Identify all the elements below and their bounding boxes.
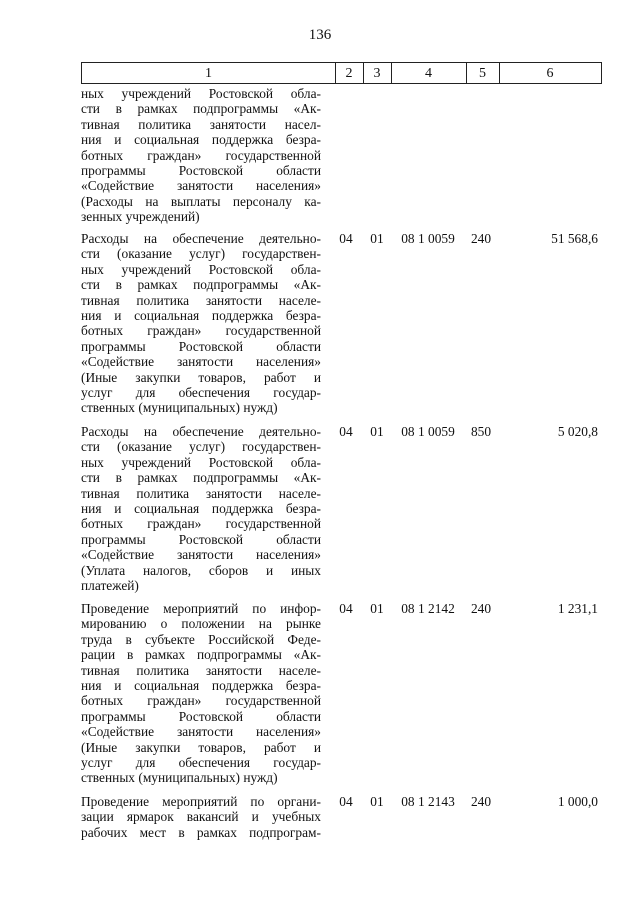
- description-line: «Содействие занятости населения»: [81, 547, 321, 563]
- cell-sum: 5 020,8: [557, 424, 598, 439]
- description-line: ния и социальная поддержка безра-: [81, 501, 321, 517]
- row-description: [81, 424, 321, 593]
- cell-pr: 01: [370, 424, 384, 439]
- description-line: услуг для обеспечения государ-: [81, 385, 321, 401]
- header-col-4: 4: [425, 66, 432, 81]
- description-line: сти в рамках подпрограммы «Ак-: [81, 101, 321, 117]
- cell-sum: 1 000,0: [557, 794, 598, 809]
- description-line: ственных (муниципальных) нужд): [81, 400, 278, 416]
- description-line: ботных граждан» государственной: [81, 516, 321, 532]
- cell-rz: 04: [339, 601, 353, 616]
- description-line: «Содействие занятости населения»: [81, 724, 321, 740]
- description-line: услуг для обеспечения государ-: [81, 755, 321, 771]
- header-col-6: 6: [546, 66, 554, 81]
- description-line: «Содействие занятости населения»: [81, 178, 321, 194]
- description-line: Проведение мероприятий по органи-: [81, 794, 321, 809]
- description-line: «Содействие занятости населения»: [81, 354, 321, 370]
- description-line: ния и социальная поддержка безра-: [81, 678, 321, 694]
- cell-pr: 01: [370, 231, 384, 246]
- cell-vr: 240: [470, 601, 492, 616]
- description-line: труда в субъекте Российской Феде-: [81, 631, 321, 647]
- cell-vr: 850: [470, 424, 492, 439]
- page-number: 136: [308, 27, 332, 43]
- header-col-1: 1: [205, 66, 212, 81]
- description-line: (Иные закупки товаров, работ и: [81, 369, 321, 385]
- row-description: [81, 601, 321, 786]
- description-line: Расходы на обеспечение деятельно-: [81, 231, 321, 246]
- cell-rz: 04: [339, 424, 353, 439]
- description-line: программы Ростовской области: [81, 338, 321, 354]
- cell-vr: 240: [470, 794, 492, 809]
- description-line: тивная политика занятости населе-: [81, 662, 321, 678]
- description-line: рабочих мест в рамках подпрограм-: [81, 824, 321, 840]
- row-description: [81, 794, 321, 840]
- table-header-row: [81, 62, 602, 84]
- description-line: (Уплата налогов, сборов и иных: [81, 562, 321, 578]
- description-line: программы Ростовской области: [81, 163, 321, 179]
- description-line: ботных граждан» государственной: [81, 693, 321, 709]
- description-line: ных учреждений Ростовской обла-: [81, 261, 321, 277]
- description-line: ных учреждений Ростовской обла-: [81, 454, 321, 470]
- cell-csr: 08 1 0059: [401, 424, 455, 439]
- cell-sum: 1 231,1: [557, 601, 598, 616]
- cell-pr: 01: [370, 794, 384, 809]
- description-line: ботных граждан» государственной: [81, 147, 321, 163]
- cell-csr: 08 1 2142: [401, 601, 455, 616]
- description-line: сти в рамках подпрограммы «Ак-: [81, 277, 321, 293]
- cell-csr: 08 1 0059: [401, 231, 455, 246]
- cell-rz: 04: [339, 231, 353, 246]
- description-line: сти в рамках подпрограммы «Ак-: [81, 470, 321, 486]
- description-line: Расходы на обеспечение деятельно-: [81, 424, 321, 439]
- cell-pr: 01: [370, 601, 384, 616]
- cell-vr: 240: [470, 231, 492, 246]
- description-line: тивная политика занятости населе-: [81, 292, 321, 308]
- description-line: Проведение мероприятий по инфор-: [81, 601, 321, 616]
- description-line: мированию о положении на рынке: [81, 616, 321, 632]
- description-line: тивная политика занятости насел-: [81, 116, 321, 132]
- description-line: программы Ростовской области: [81, 531, 321, 547]
- description-line: ных учреждений Ростовской обла-: [81, 86, 321, 101]
- header-col-5: 5: [479, 66, 486, 81]
- description-line: зации ярмарок вакансий и учебных: [81, 809, 321, 825]
- description-line: сти (оказание услуг) государствен-: [81, 439, 321, 455]
- row-description: [81, 86, 321, 225]
- cell-rz: 04: [339, 794, 353, 809]
- description-line: ственных (муниципальных) нужд): [81, 770, 278, 786]
- cell-csr: 08 1 2143: [401, 794, 455, 809]
- description-line: тивная политика занятости населе-: [81, 485, 321, 501]
- description-line: сти (оказание услуг) государствен-: [81, 246, 321, 262]
- description-line: зенных учреждений): [81, 209, 200, 225]
- description-line: рации в рамках подпрограммы «Ак-: [81, 647, 321, 663]
- description-line: программы Ростовской области: [81, 708, 321, 724]
- description-line: ния и социальная поддержка безра-: [81, 308, 321, 324]
- description-line: (Расходы на выплаты персоналу ка-: [81, 193, 321, 209]
- description-line: платежей): [81, 578, 139, 594]
- cell-sum: 51 568,6: [551, 231, 598, 246]
- row-description: [81, 231, 321, 416]
- description-line: (Иные закупки товаров, работ и: [81, 739, 321, 755]
- description-line: ния и социальная поддержка безра-: [81, 132, 321, 148]
- description-line: ботных граждан» государственной: [81, 323, 321, 339]
- header-col-3: 3: [373, 66, 381, 81]
- header-col-2: 2: [345, 66, 353, 81]
